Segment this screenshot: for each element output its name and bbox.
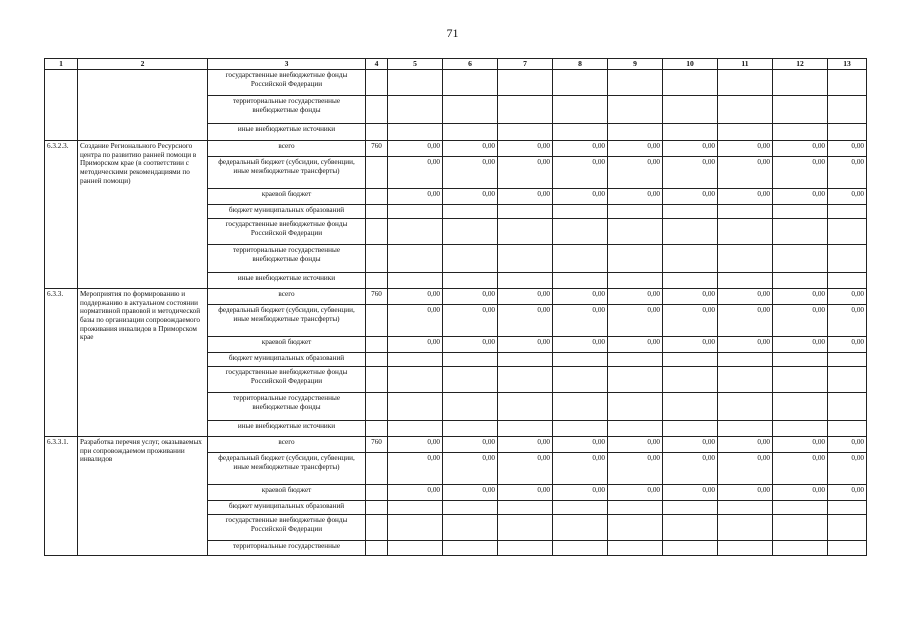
funding-source: бюджет муниципальных образований [208,501,366,515]
value-cell [388,219,443,245]
value-cell [718,273,773,289]
value-cell: 0,00 [388,485,443,501]
value-cell [388,367,443,393]
value-cell [443,421,498,437]
funding-source: территориальные государственные внебюджетные фонды [208,96,366,124]
value-cell: 0,00 [388,289,443,305]
value-cell [718,501,773,515]
value-cell [773,393,828,421]
value-cell: 0,00 [718,437,773,453]
group-code [366,337,388,353]
value-cell [718,96,773,124]
funding-source: бюджет муниципальных образований [208,205,366,219]
group-code [366,273,388,289]
value-cell: 0,00 [553,337,608,353]
funding-source: государственные внебюджетные фонды Российской Федерации [208,515,366,541]
funding-source: бюджет муниципальных образований [208,353,366,367]
value-cell [553,219,608,245]
funding-source: всего [208,289,366,305]
value-cell [553,515,608,541]
value-cell [498,205,553,219]
column-header: 13 [828,59,867,70]
value-cell [718,70,773,96]
value-cell: 0,00 [498,453,553,485]
value-cell [828,273,867,289]
item-name [78,70,208,141]
value-cell: 0,00 [608,289,663,305]
value-cell: 0,00 [498,337,553,353]
value-cell: 0,00 [553,141,608,157]
value-cell [663,219,718,245]
column-header: 3 [208,59,366,70]
value-cell [388,393,443,421]
value-cell [773,70,828,96]
value-cell [608,541,663,556]
value-cell [388,515,443,541]
value-cell [828,367,867,393]
value-cell: 0,00 [663,157,718,189]
value-cell [553,273,608,289]
value-cell [828,205,867,219]
group-code [366,219,388,245]
group-code [366,515,388,541]
item-code: 6.3.2.3. [45,141,78,289]
group-code [366,453,388,485]
value-cell [828,541,867,556]
value-cell [498,541,553,556]
value-cell [498,96,553,124]
value-cell [553,70,608,96]
value-cell: 0,00 [773,485,828,501]
value-cell [718,219,773,245]
value-cell [608,353,663,367]
funding-source: краевой бюджет [208,337,366,353]
value-cell [443,353,498,367]
value-cell [443,501,498,515]
value-cell [553,245,608,273]
value-cell [443,515,498,541]
funding-source: иные внебюджетные источники [208,273,366,289]
value-cell [608,70,663,96]
value-cell [718,205,773,219]
value-cell [608,393,663,421]
column-header: 11 [718,59,773,70]
value-cell: 0,00 [663,453,718,485]
value-cell [388,96,443,124]
value-cell [443,205,498,219]
value-cell: 0,00 [553,485,608,501]
table-row [45,437,867,453]
value-cell [388,273,443,289]
item-code: 6.3.3.1. [45,437,78,556]
value-cell: 0,00 [443,337,498,353]
value-cell [388,245,443,273]
value-cell: 0,00 [718,485,773,501]
column-header: 8 [553,59,608,70]
value-cell: 0,00 [498,141,553,157]
value-cell: 0,00 [443,437,498,453]
value-cell [388,124,443,141]
value-cell: 0,00 [608,141,663,157]
value-cell: 0,00 [828,485,867,501]
value-cell [718,393,773,421]
value-cell: 0,00 [773,189,828,205]
value-cell [828,124,867,141]
value-cell: 0,00 [443,485,498,501]
value-cell: 0,00 [663,437,718,453]
value-cell: 0,00 [608,453,663,485]
value-cell [828,515,867,541]
value-cell: 0,00 [388,189,443,205]
value-cell [663,273,718,289]
value-cell [498,367,553,393]
value-cell: 0,00 [718,141,773,157]
value-cell: 0,00 [773,157,828,189]
value-cell [388,541,443,556]
value-cell [663,393,718,421]
value-cell [663,124,718,141]
value-cell: 0,00 [443,305,498,337]
value-cell [498,245,553,273]
value-cell [718,353,773,367]
value-cell: 0,00 [443,453,498,485]
group-code: 760 [366,437,388,453]
value-cell [553,393,608,421]
value-cell [663,421,718,437]
value-cell [773,367,828,393]
value-cell [663,96,718,124]
group-code [366,205,388,219]
value-cell: 0,00 [828,189,867,205]
value-cell: 0,00 [608,437,663,453]
group-code [366,96,388,124]
value-cell [443,124,498,141]
value-cell [718,515,773,541]
value-cell: 0,00 [828,289,867,305]
value-cell: 0,00 [828,305,867,337]
item-code: 6.3.3. [45,289,78,437]
value-cell: 0,00 [718,337,773,353]
value-cell [388,70,443,96]
value-cell [828,70,867,96]
value-cell [773,245,828,273]
budget-table [44,58,867,556]
value-cell [718,367,773,393]
value-cell: 0,00 [388,305,443,337]
value-cell [663,245,718,273]
value-cell [498,515,553,541]
page-number: 71 [446,26,459,40]
value-cell: 0,00 [828,157,867,189]
value-cell [608,515,663,541]
funding-source: краевой бюджет [208,485,366,501]
value-cell [773,353,828,367]
value-cell: 0,00 [608,485,663,501]
item-name: Разработка перечня услуг, оказываемых при сопровождаемом проживании инвалидов [78,437,208,556]
value-cell: 0,00 [553,289,608,305]
item-name: Мероприятия по формированию и поддержанию в актуальном состоянии нормативной правовой и методической базы по организации сопровождаемого проживания инвалидов в Приморском крае [78,289,208,437]
value-cell: 0,00 [663,337,718,353]
value-cell [663,353,718,367]
value-cell [553,96,608,124]
table-row [45,141,867,157]
value-cell [608,273,663,289]
value-cell [498,421,553,437]
funding-source: краевой бюджет [208,189,366,205]
table-row [45,289,867,305]
group-code [366,393,388,421]
group-code: 760 [366,141,388,157]
value-cell: 0,00 [773,141,828,157]
value-cell [828,219,867,245]
value-cell: 0,00 [388,453,443,485]
column-header: 7 [498,59,553,70]
column-header: 10 [663,59,718,70]
column-header: 5 [388,59,443,70]
column-header: 2 [78,59,208,70]
group-code [366,421,388,437]
value-cell: 0,00 [498,189,553,205]
table-row [45,70,867,96]
value-cell: 0,00 [553,305,608,337]
value-cell [553,205,608,219]
column-header: 12 [773,59,828,70]
value-cell [553,501,608,515]
value-cell: 0,00 [498,305,553,337]
value-cell: 0,00 [718,305,773,337]
value-cell [388,421,443,437]
value-cell [828,393,867,421]
funding-source: всего [208,437,366,453]
column-header: 1 [45,59,78,70]
value-cell [608,205,663,219]
group-code [366,189,388,205]
value-cell: 0,00 [663,305,718,337]
value-cell [718,245,773,273]
value-cell [388,353,443,367]
value-cell [498,393,553,421]
value-cell: 0,00 [773,437,828,453]
value-cell [553,367,608,393]
value-cell [443,367,498,393]
value-cell [773,515,828,541]
value-cell [828,353,867,367]
value-cell: 0,00 [608,305,663,337]
value-cell: 0,00 [553,157,608,189]
funding-source: территориальные государственные [208,541,366,556]
value-cell [553,353,608,367]
item-code [45,70,78,141]
value-cell: 0,00 [443,157,498,189]
funding-source: государственные внебюджетные фонды Российской Федерации [208,70,366,96]
value-cell [828,501,867,515]
value-cell [608,421,663,437]
table-header-row [45,59,867,70]
value-cell: 0,00 [388,141,443,157]
value-cell: 0,00 [773,337,828,353]
value-cell: 0,00 [663,141,718,157]
value-cell: 0,00 [553,189,608,205]
value-cell: 0,00 [663,189,718,205]
group-code [366,124,388,141]
value-cell: 0,00 [773,289,828,305]
value-cell: 0,00 [443,189,498,205]
value-cell [553,541,608,556]
value-cell [773,273,828,289]
value-cell [663,515,718,541]
value-cell [443,273,498,289]
value-cell: 0,00 [608,157,663,189]
value-cell: 0,00 [828,141,867,157]
value-cell [663,205,718,219]
value-cell [663,70,718,96]
value-cell: 0,00 [773,453,828,485]
funding-source: федеральный бюджет (субсидии, субвенции, иные межбюджетные трансферты) [208,453,366,485]
value-cell: 0,00 [553,437,608,453]
value-cell [663,367,718,393]
funding-source: государственные внебюджетные фонды Российской Федерации [208,219,366,245]
value-cell [388,501,443,515]
value-cell [718,541,773,556]
value-cell: 0,00 [828,337,867,353]
value-cell: 0,00 [553,453,608,485]
funding-source: иные внебюджетные источники [208,421,366,437]
value-cell [608,219,663,245]
value-cell: 0,00 [828,453,867,485]
value-cell: 0,00 [663,289,718,305]
funding-source: федеральный бюджет (субсидии, субвенции, иные межбюджетные трансферты) [208,305,366,337]
value-cell [498,70,553,96]
value-cell: 0,00 [718,453,773,485]
funding-source: иные внебюджетные источники [208,124,366,141]
value-cell: 0,00 [443,289,498,305]
funding-source: государственные внебюджетные фонды Российской Федерации [208,367,366,393]
column-header: 6 [443,59,498,70]
value-cell [443,70,498,96]
group-code [366,501,388,515]
value-cell [498,501,553,515]
value-cell [773,501,828,515]
value-cell: 0,00 [663,485,718,501]
group-code [366,353,388,367]
value-cell [663,541,718,556]
value-cell [828,421,867,437]
value-cell [828,96,867,124]
value-cell: 0,00 [388,337,443,353]
value-cell: 0,00 [443,141,498,157]
value-cell [443,219,498,245]
value-cell: 0,00 [718,289,773,305]
value-cell: 0,00 [498,289,553,305]
value-cell: 0,00 [828,437,867,453]
value-cell [773,124,828,141]
value-cell [663,501,718,515]
value-cell [553,124,608,141]
value-cell [608,245,663,273]
funding-source: территориальные государственные внебюджетные фонды [208,245,366,273]
value-cell [388,205,443,219]
column-header: 9 [608,59,663,70]
value-cell: 0,00 [608,337,663,353]
value-cell [773,96,828,124]
value-cell [773,421,828,437]
value-cell [443,541,498,556]
value-cell [553,421,608,437]
funding-source: территориальные государственные внебюджетные фонды [208,393,366,421]
column-header: 4 [366,59,388,70]
value-cell: 0,00 [498,485,553,501]
item-name: Создание Регионального Ресурсного центра по развитию ранней помощи в Приморском крае (в соответствии с методическими рекомендациями по ранней помощи) [78,141,208,289]
value-cell: 0,00 [718,189,773,205]
group-code [366,485,388,501]
group-code [366,157,388,189]
value-cell [828,245,867,273]
value-cell [773,541,828,556]
value-cell: 0,00 [388,437,443,453]
group-code [366,367,388,393]
value-cell: 0,00 [718,157,773,189]
value-cell [608,367,663,393]
group-code [366,305,388,337]
value-cell [498,273,553,289]
funding-source: федеральный бюджет (субсидии, субвенции, иные межбюджетные трансферты) [208,157,366,189]
value-cell: 0,00 [388,157,443,189]
value-cell [773,205,828,219]
group-code [366,245,388,273]
value-cell: 0,00 [608,189,663,205]
value-cell [498,219,553,245]
value-cell [608,96,663,124]
funding-source: всего [208,141,366,157]
value-cell [773,219,828,245]
value-cell: 0,00 [498,437,553,453]
value-cell [443,245,498,273]
value-cell: 0,00 [498,157,553,189]
value-cell [498,353,553,367]
value-cell [718,124,773,141]
value-cell [608,124,663,141]
value-cell [498,124,553,141]
group-code [366,70,388,96]
group-code [366,541,388,556]
value-cell [443,393,498,421]
group-code: 760 [366,289,388,305]
value-cell [608,501,663,515]
value-cell [718,421,773,437]
value-cell: 0,00 [773,305,828,337]
value-cell [443,96,498,124]
